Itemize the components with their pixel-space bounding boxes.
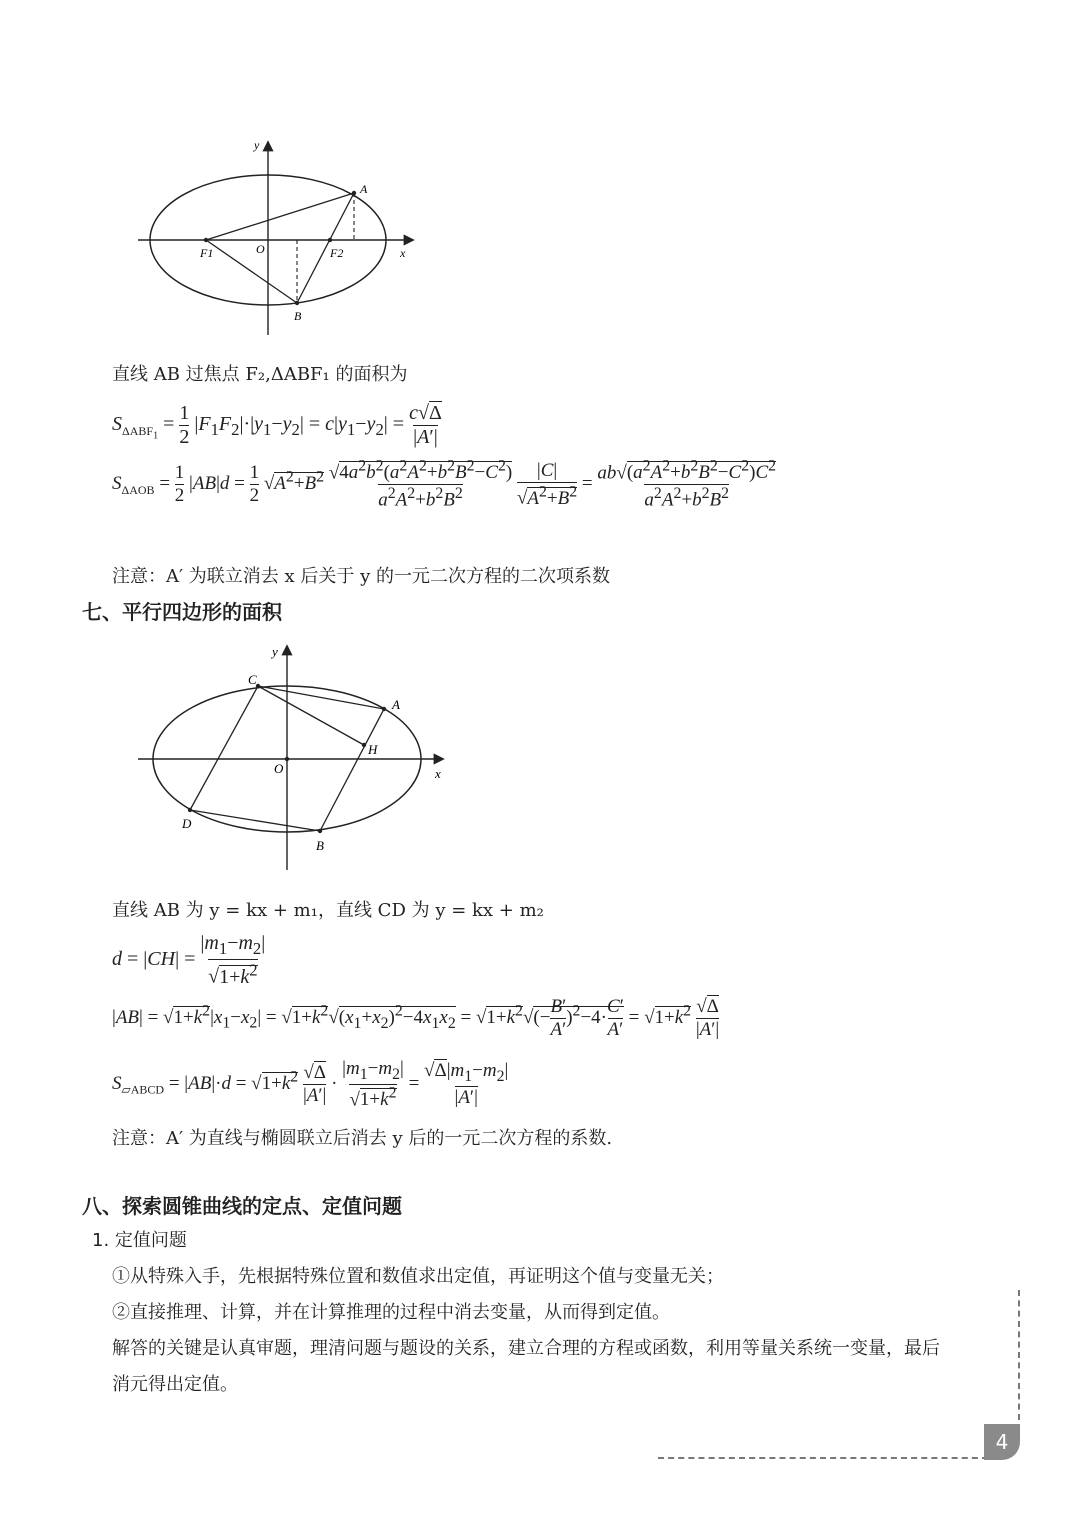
figure2-label-O: O [274,761,284,776]
figure2-label-A: A [392,697,400,712]
figure-ellipse-focal-triangle [130,135,430,335]
section8-sub1: 1. 定值问题 [92,1230,187,1251]
figure1-axes [138,143,412,335]
figure1-label-O: O [256,242,265,256]
section8-item1: ①从特殊入手，先根据特殊位置和数值求出定值，再证明这个值与变量无关； [112,1266,724,1287]
figure-ellipse-parallelogram [130,642,450,872]
figure2-label-y: y [272,644,278,659]
section7-formula-s: $S_{▱ABCD} = |AB|\cdot d = √1+k^2$ $\frac{√\Delta}{|A'|}$ · $\frac{|m_1-m_2|}{√1+k^2}$ = $\frac{√\Delta|m_1-m_2|}{|A'|}$ [112,1058,509,1111]
figure1-label-x: x [400,246,406,260]
page-border-right [1018,1290,1020,1420]
figure2-label-C: C [248,672,257,687]
figure1-label-B: B [294,309,302,323]
section7-formula-ab: $|AB| = √1+k^2|x_1-x_2| = √1+k^2√(x_1+x_2)^2-4x_1x_2 = √1+k^2√(-$ $\frac{B'}{A'}$ )$^2$−4· $\frac{C'}{A'}$ = $√1+k^2$ $\frac{√\Delta}{|A'|}$ [112,996,720,1040]
page-number: 4 [984,1424,1020,1460]
figure2-label-D: D [182,816,192,831]
section6-formula1: $S_{\Delta ABF_1}$ = $\frac{1}{2}$ $|F_1F_2|\cdot|y_1-y_2| = c|y_1-y_2|$ = $\frac{c√\Delta}{|A'|}$ [112,402,442,448]
section6-formula2: $S_{\Delta AOB}$ = $\frac{1}{2}$ |AB|d = $\frac{1}{2}$ $√A^2+B^2$ $\frac{√4a^2b^2(a^2A^2+b^2B^2-C^2)}{a^2A^2+b^2B^2}$ $\frac{|C|}{√A^2+B^2}$ = $\frac{ab√(a^2A^2+b^2B^2-C^2)C^2}{a^2A^2+b^2B^2}$ [112,458,777,511]
section7-note: 注意：A′ 为直线与椭圆联立后消去 y 后的一元二次方程的系数. [112,1128,613,1149]
figure1-label-A: A [360,182,368,196]
figure1-label-F1: F1 [200,246,214,260]
figure2-axes [138,647,442,870]
section6-intro: 直线 AB 过焦点 F₂,ΔABF₁ 的面积为 [112,364,408,385]
section8-para-line2: 消元得出定值。 [112,1374,238,1395]
section8-para-line1: 解答的关键是认真审题，理清问题与题设的关系，建立合理的方程或函数，利用等量关系统一变量，最后 [112,1338,940,1359]
figure1-label-F2: F2 [330,246,344,260]
section6-note: 注意：A′ 为联立消去 x 后关于 y 的一元二次方程的二次项系数 [112,566,611,587]
figure2-label-x: x [435,766,441,781]
section7-formula-d: d = |CH| = $\frac{|m_1-m_2|}{√1+k^2}$ [112,932,266,988]
section7-heading: 七、平行四边形的面积 [82,600,282,624]
figure2-label-B: B [316,838,324,853]
section8-item2: ②直接推理、计算，并在计算推理的过程中消去变量，从而得到定值。 [112,1302,670,1323]
page-border-bottom [658,1457,988,1459]
section8-heading: 八、探索圆锥曲线的定点、定值问题 [82,1194,402,1218]
figure2-label-H: H [368,742,378,757]
section7-intro: 直线 AB 为 y = kx + m₁，直线 CD 为 y = kx + m₂ [112,900,544,921]
figure1-label-y: y [254,138,260,152]
